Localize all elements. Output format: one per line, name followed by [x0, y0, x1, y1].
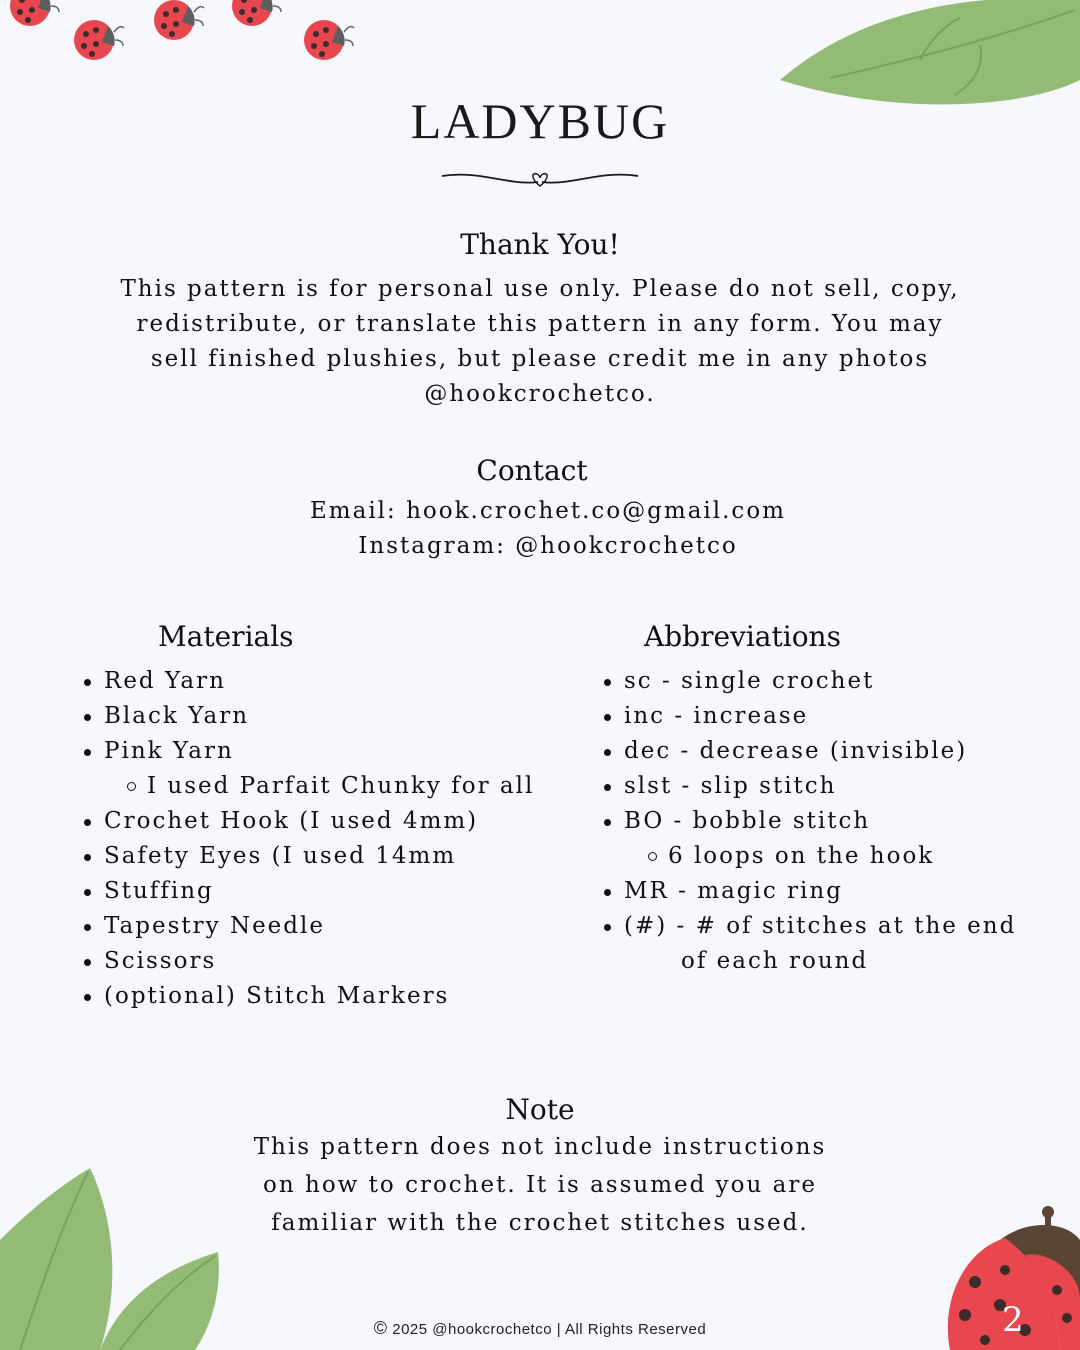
note-heading: Note	[505, 1093, 575, 1126]
list-item: (#) - # of stitches at the end	[624, 909, 1016, 944]
contact-block	[0, 494, 1080, 564]
abbreviations-heading: Abbreviations	[644, 620, 841, 653]
ladybug-icon	[304, 20, 354, 60]
list-item-continuation: of each round	[681, 948, 869, 974]
contact-instagram: Instagram: @hookcrochetco	[358, 533, 738, 559]
list-item: dec - decrease (invisible)	[624, 734, 1016, 769]
note-line: familiar with the crochet stitches used.	[271, 1210, 809, 1236]
list-item: Black Yarn	[104, 699, 534, 734]
list-item: (optional) Stitch Markers	[104, 979, 534, 1014]
ladybug-icon	[74, 20, 124, 60]
copyright-icon: ©	[373, 1318, 388, 1338]
materials-list	[104, 664, 534, 1014]
contact-email: Email: hook.crochet.co@gmail.com	[310, 498, 786, 524]
ladybug-icon	[154, 0, 204, 40]
ladybug-icon	[10, 0, 60, 26]
list-item: inc - increase	[624, 699, 1016, 734]
list-item: Scissors	[104, 944, 534, 979]
thank-you-line: redistribute, or translate this pattern in any form. You may	[136, 311, 944, 337]
list-subitem: I used Parfait Chunky for all	[147, 769, 534, 804]
list-subitem: 6 loops on the hook	[668, 839, 1016, 874]
heart-flourish-divider	[440, 168, 640, 194]
thank-you-line: This pattern is for personal use only. Please do not sell, copy,	[120, 276, 960, 302]
list-item: slst - slip stitch	[624, 769, 1016, 804]
note-text	[0, 1128, 1080, 1242]
list-item: Pink Yarn	[104, 734, 534, 769]
list-item: Red Yarn	[104, 664, 534, 699]
ladybug-icon	[232, 0, 282, 26]
thank-you-line: sell finished plushies, but please credit me in any photos	[150, 346, 930, 372]
list-item: Tapestry Needle	[104, 909, 534, 944]
note-line: on how to crochet. It is assumed you are	[263, 1172, 817, 1198]
thank-you-text	[0, 272, 1080, 412]
page-number: 2	[1002, 1300, 1024, 1340]
note-line: This pattern does not include instructions	[253, 1134, 827, 1160]
list-item: Crochet Hook (I used 4mm)	[104, 804, 534, 839]
copyright-footer	[0, 1318, 1080, 1339]
page-title: LADYBUG	[410, 93, 670, 149]
thank-you-heading: Thank You!	[460, 228, 620, 261]
copyright-text: 2025 @hookcrochetco | All Rights Reserved	[392, 1321, 707, 1338]
contact-heading: Contact	[476, 454, 588, 487]
list-item: Safety Eyes (I used 14mm	[104, 839, 534, 874]
thank-you-line: @hookcrochetco.	[424, 381, 656, 407]
list-item: MR - magic ring	[624, 874, 1016, 909]
list-item: sc - single crochet	[624, 664, 1016, 699]
list-item: BO - bobble stitch	[624, 804, 1016, 839]
abbreviations-list	[624, 664, 1016, 979]
ladybug-row-decoration	[0, 0, 380, 80]
list-item: Stuffing	[104, 874, 534, 909]
materials-heading: Materials	[158, 620, 294, 653]
